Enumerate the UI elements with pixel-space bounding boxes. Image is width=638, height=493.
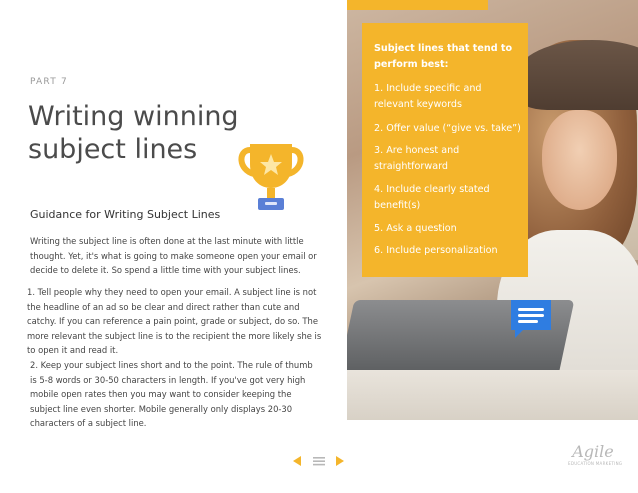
logo-word: Agile <box>572 442 614 461</box>
arrow-right-icon[interactable] <box>335 455 345 467</box>
callout-item: 4. Include clearly stated benefit(s) <box>374 184 490 211</box>
agile-logo <box>568 442 623 466</box>
callout-item: 1. Include specific and relevant keywords <box>374 83 482 110</box>
tip-paragraph-2: 2. Keep your subject lines short and to the point. The rule of thumb is 5-8 words or 30-50 characters in length. If you've got very high mobile open rates then you may want to consider keeping the subject line even shorter. Mobile generally only displays 20-30 characters of a subject line. <box>30 360 313 428</box>
part-label: PART 7 <box>30 77 68 87</box>
callout-item: 3. Are honest and straightforward <box>374 145 460 172</box>
chat-bubble-icon <box>509 298 553 340</box>
callout-box <box>362 23 528 277</box>
callout-item: 5. Ask a question <box>374 223 457 234</box>
accent-tab <box>347 0 488 10</box>
page-title: Writing winning subject lines <box>28 101 239 165</box>
callout-item: 2. Offer value (“give vs. take”) <box>374 123 521 134</box>
arrow-left-icon[interactable] <box>292 455 302 467</box>
intro-paragraph: Writing the subject line is often done at the last minute with little thought. Yet, it's what is going to make someone open your email or decide to delete it. So spend a little time with your subject lines. <box>30 236 317 275</box>
tip-paragraph-1: 1. Tell people why they need to open your email. A subject line is not the headline of an ad so be clear and direct rather than cute and catchy. If you can reference a pain point, grade or subject, do so. The more relevant the subject line is to the recipient the more likely she is to open it and read it. <box>27 287 322 355</box>
callout-item: 6. Include personalization <box>374 245 498 256</box>
trophy-icon <box>236 140 306 216</box>
callout-heading: Subject lines that tend to perform best: <box>374 43 513 70</box>
menu-icon[interactable] <box>312 455 326 467</box>
guidance-heading: Guidance for Writing Subject Lines <box>30 208 221 221</box>
logo-subtitle: EDUCATION MARKETING <box>568 461 623 466</box>
